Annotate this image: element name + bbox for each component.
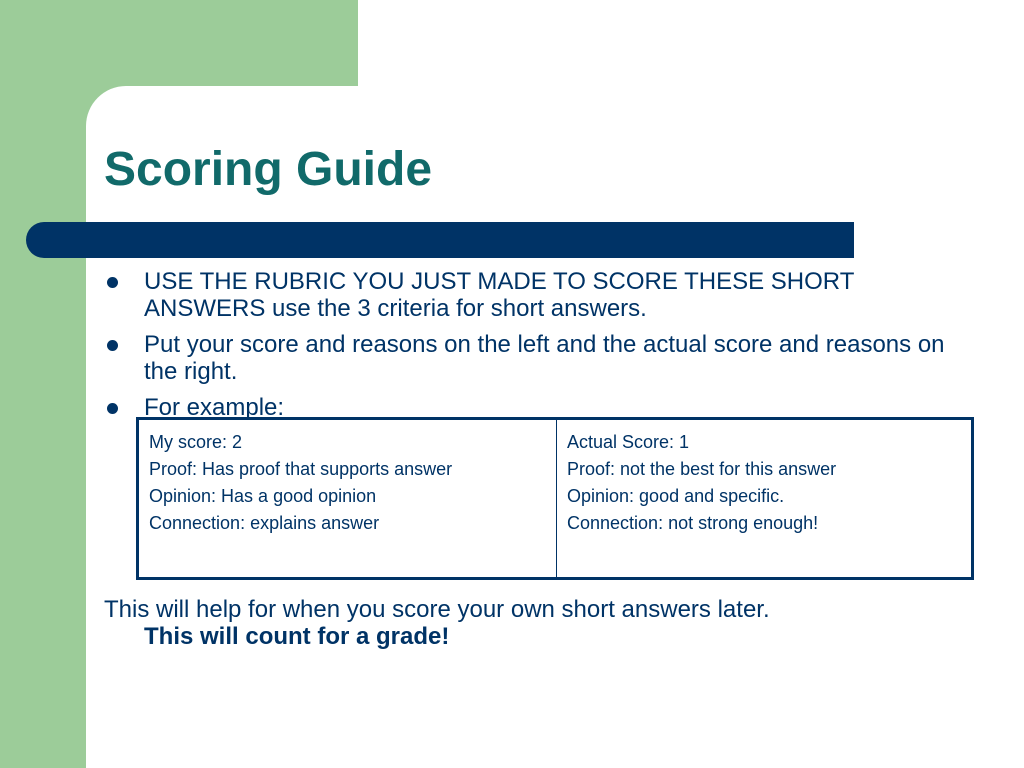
example-table (136, 417, 974, 580)
my-score-line: My score: 2 (149, 432, 243, 452)
actual-score-line: Actual Score: 1 (567, 432, 690, 452)
actual-connection-line: Connection: not strong enough! (567, 513, 819, 533)
bullet-dot-icon (107, 340, 118, 351)
bullet-item (104, 331, 964, 385)
bullet-dot-icon (107, 277, 118, 288)
footer-note (104, 596, 984, 650)
my-connection-line: Connection: explains answer (149, 513, 380, 533)
bullet-list (104, 268, 964, 430)
my-opinion-line: Opinion: Has a good opinion (149, 486, 377, 506)
bullet-text: Put your score and reasons on the left and the actual score and reasons on the right. (144, 331, 945, 385)
actual-proof-line: Proof: not the best for this answer (567, 459, 837, 479)
bullet-item (104, 268, 964, 322)
bullet-dot-icon (107, 403, 118, 414)
bullet-text: For example: (144, 394, 285, 421)
grade-emphasis: This will count for a grade! (144, 623, 450, 650)
bullet-text: USE THE RUBRIC YOU JUST MADE TO SCORE THESE SHORT ANSWERS use the 3 criteria for short answers. (144, 268, 854, 322)
actual-opinion-line: Opinion: good and specific. (567, 486, 785, 506)
footer-text: This will help for when you score your own short answers later. (104, 596, 770, 623)
my-proof-line: Proof: Has proof that supports answer (149, 459, 453, 479)
title-divider-bar (26, 222, 854, 258)
example-cell-actual-score (557, 420, 971, 577)
example-cell-my-score (139, 420, 557, 577)
slide-title: Scoring Guide (104, 143, 433, 196)
